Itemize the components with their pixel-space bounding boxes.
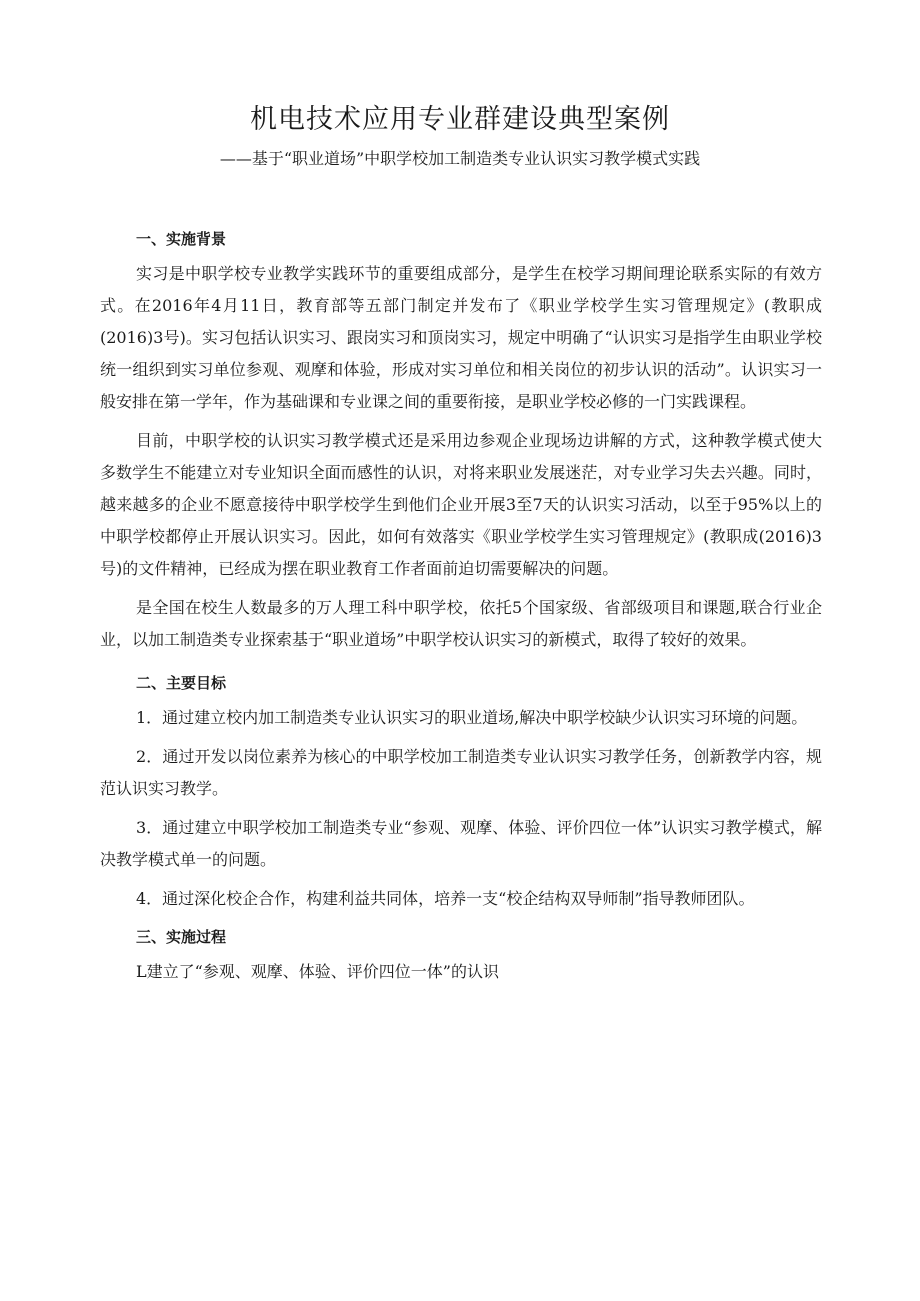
goal-item: 4．通过深化校企合作，构建利益共同体，培养一支“校企结构双导师制”指导教师团队。 bbox=[136, 889, 755, 908]
paragraph: L建立了“参观、观摩、体验、评价四位一体”的认识 bbox=[136, 962, 499, 981]
document-subtitle: ——基于“职业道场”中职学校加工制造类专业认识实习教学模式实践 bbox=[219, 149, 701, 168]
goal-item: 1．通过建立校内加工制造类专业认识实习的职业道场,解决中职学校缺少认识实习环境的问题。 bbox=[136, 708, 808, 727]
document-body bbox=[100, 224, 822, 995]
document-title: 机电技术应用专业群建设典型案例 bbox=[250, 104, 670, 135]
section-heading-background: 一、实施背景 bbox=[136, 230, 227, 248]
paragraph: 目前，中职学校的认识实习教学模式还是采用边参观企业现场边讲解的方式，这种教学模式使大多数学生不能建立对专业知识全面而感性的认识，对将来职业发展迷茫，对专业学习失去兴趣。同时，越来越多的企业不愿意接待中职学校学生到他们企业开展3至7天的认识实习活动，以至于95%以上的中职学校都停止开展认识实习。因此，如何有效落实《职业学校学生实习管理规定》(教职成(2016)3号)的文件精神，已经成为摆在职业教育工作者面前迫切需要解决的问题。 bbox=[100, 431, 822, 578]
paragraph: 实习是中职学校专业教学实践环节的重要组成部分，是学生在校学习期间理论联系实际的有效方式。在2016年4月11日，教育部等五部门制定并发布了《职业学校学生实习管理规定》(教职成(2016)3号)。实习包括认识实习、跟岗实习和顶岗实习，规定中明确了“认识实习是指学生由职业学校统一组织到实习单位参观、观摩和体验，形成对实习单位和相关岗位的初步认识的活动”。认识实习一般安排在第一学年，作为基础课和专业课之间的重要衔接，是职业学校必修的一门实践课程。 bbox=[100, 264, 822, 411]
goal-item: 3．通过建立中职学校加工制造类专业“参观、观摩、体验、评价四位一体”认识实习教学模式，解决教学模式单一的问题。 bbox=[100, 818, 822, 869]
goal-item: 2．通过开发以岗位素养为核心的中职学校加工制造类专业认识实习教学任务，创新教学内容，规范认识实习教学。 bbox=[100, 747, 822, 798]
section-heading-process: 三、实施过程 bbox=[136, 928, 227, 946]
section-heading-goals: 二、主要目标 bbox=[136, 674, 227, 692]
paragraph: 是全国在校生人数最多的万人理工科中职学校，依托5个国家级、省部级项目和课题,联合行业企业，以加工制造类专业探索基于“职业道场”中职学校认识实习的新模式，取得了较好的效果。 bbox=[100, 598, 822, 649]
